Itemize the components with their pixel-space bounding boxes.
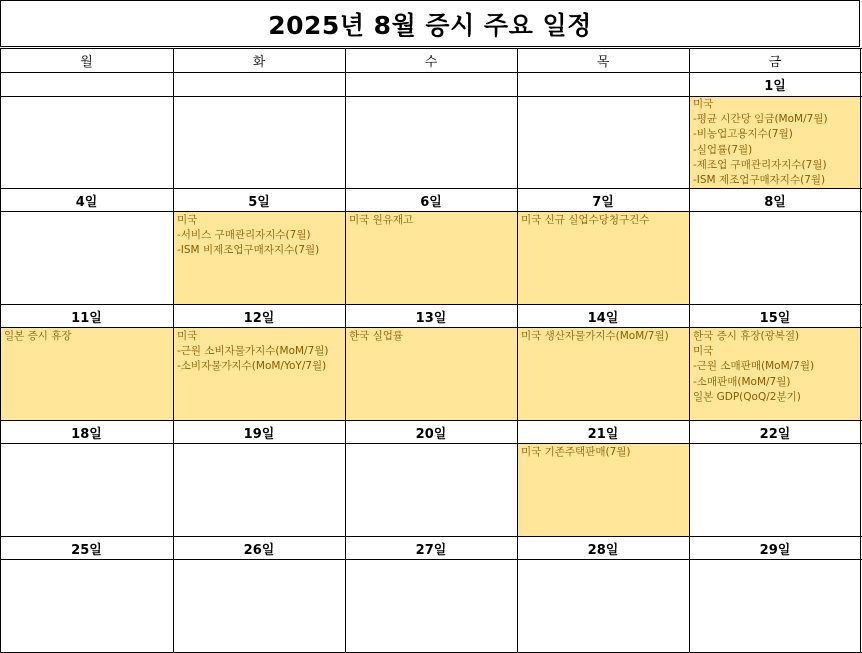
day-number: 4일 (75, 194, 98, 210)
day-number: 1일 (764, 78, 786, 94)
weekday-header-thu: 목 (596, 54, 610, 70)
weekday-header-mon: 월 (80, 54, 93, 70)
event-cell (690, 328, 861, 420)
event-cell (518, 444, 689, 536)
event-line: -근원 소매판매(MoM/7월) (693, 360, 815, 373)
grid-line-vertical (689, 48, 690, 653)
day-number (0, 73, 173, 95)
day-number: 7일 (592, 194, 614, 210)
grid-line-horizontal (0, 72, 862, 73)
event-line: -평균 시간당 임금(MoM/7월) (693, 113, 828, 126)
event-cell (1, 328, 173, 420)
grid-line-horizontal (0, 48, 862, 49)
event-line: 한국 실업률 (349, 330, 404, 342)
day-number: 25일 (71, 542, 102, 558)
event-line: -근원 소비자물가지수(MoM/7월) (177, 345, 329, 358)
grid-line-vertical (345, 48, 346, 653)
weekday-header-tue: 화 (252, 54, 266, 70)
day-number: 28일 (587, 542, 619, 558)
day-number: 29일 (759, 542, 791, 558)
grid-line-horizontal (0, 96, 862, 97)
day-number (173, 73, 345, 95)
day-number: 14일 (587, 310, 619, 326)
event-line: -ISM 제조업구매자지수(7월) (693, 174, 826, 187)
grid-line-vertical (517, 48, 518, 653)
event-line: 미국 (177, 214, 198, 226)
event-line: 미국 원유재고 (349, 214, 414, 226)
grid-line-horizontal (0, 327, 862, 328)
grid-line-horizontal (0, 420, 862, 421)
grid-line-horizontal (0, 211, 862, 212)
day-number: 6일 (420, 194, 442, 210)
day-number: 15일 (759, 310, 791, 326)
calendar-title: 2025년 8월 증시 주요 일정 (0, 0, 860, 47)
event-line: -ISM 비제조업구매자지수(7월) (177, 244, 320, 257)
day-number: 12일 (243, 310, 275, 326)
day-number (345, 73, 517, 95)
event-line: 미국 (693, 98, 714, 110)
day-number: 20일 (415, 426, 447, 442)
day-number: 5일 (248, 194, 270, 210)
event-line: 미국 생산자물가지수(MoM/7월) (521, 330, 669, 342)
event-line: -실업률(7월) (693, 143, 753, 156)
event-line: 미국 기존주택판매(7월) (521, 446, 631, 458)
event-line: -소비자물가지수(MoM/YoY/7월) (177, 360, 327, 373)
event-line: -비농업고용지수(7월) (693, 128, 793, 141)
event-line: 미국 (177, 330, 198, 342)
event-line: 미국 신규 실업수당청구건수 (521, 214, 650, 226)
event-cell (346, 212, 517, 304)
event-cell (174, 212, 345, 304)
weekday-header-fri: 금 (768, 54, 782, 70)
event-line: -제조업 구매관리자지수(7월) (693, 158, 827, 171)
event-line: -서비스 구매관리자지수(7월) (177, 229, 311, 242)
event-cell (518, 328, 689, 420)
day-number: 13일 (415, 310, 447, 326)
grid-line-vertical (173, 48, 174, 653)
day-number: 8일 (764, 194, 786, 210)
grid-line-vertical (860, 48, 861, 653)
day-number: 18일 (71, 426, 102, 442)
grid-line-horizontal (0, 188, 862, 189)
event-line: 한국 증시 휴장(광복절) (693, 330, 800, 342)
day-number (517, 73, 689, 95)
weekday-header-wed: 수 (424, 54, 438, 70)
grid-line-horizontal (0, 304, 862, 305)
event-line: 일본 GDP(QoQ/2분기) (693, 390, 801, 403)
day-number: 22일 (759, 426, 791, 442)
event-line: 미국 (693, 345, 714, 358)
event-cell (346, 328, 517, 420)
day-number: 27일 (415, 542, 447, 558)
grid-line-horizontal (0, 559, 862, 560)
day-number: 26일 (243, 542, 275, 558)
grid-line-horizontal (0, 443, 862, 444)
event-cell (690, 96, 861, 188)
day-number: 19일 (243, 426, 275, 442)
event-cell (174, 328, 345, 420)
event-line: 일본 증시 휴장 (4, 330, 72, 342)
event-line: -소매판매(MoM/7월) (693, 375, 791, 388)
grid-line-horizontal (0, 536, 862, 537)
day-number: 11일 (71, 310, 102, 326)
grid-line-vertical (0, 48, 1, 653)
day-number: 21일 (587, 426, 619, 442)
event-cell (518, 212, 689, 304)
